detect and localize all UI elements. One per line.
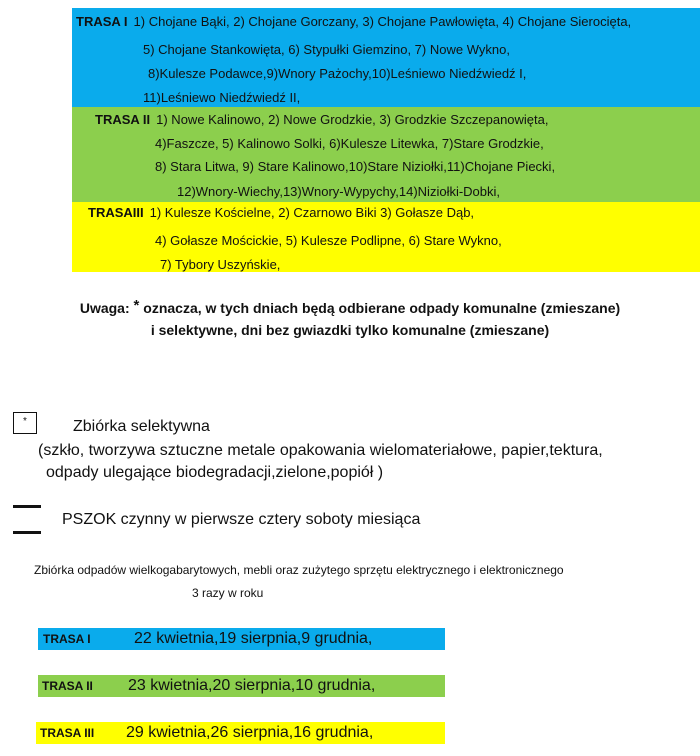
bulky-row-2 (38, 675, 445, 697)
bulky-row-3 (36, 722, 445, 744)
pszok-bar-top (13, 505, 41, 508)
bulky-row-1-label: TRASA I (43, 632, 91, 646)
route-2-line-3: 8) Stara Litwa, 9) Stare Kalinowo,10)Stare Niziołki,11)Chojane Piecki, (155, 159, 556, 174)
route-3-line-3: 7) Tybory Uszyńskie, (160, 257, 281, 272)
selective-legend-box: * (13, 412, 37, 434)
bulky-subtitle: 3 razy w roku (192, 586, 264, 600)
pszok-bar-bottom (13, 531, 41, 534)
route-2-line-4: 12)Wnory-Wiechy,13)Wnory-Wypychy,14)Niziołki-Dobki, (177, 184, 501, 199)
route-2-line-2: 4)Faszcze, 5) Kalinowo Solki, 6)Kulesze Litewka, 7)Stare Grodzkie, (155, 136, 544, 151)
pszok-text: PSZOK czynny w pierwsze cztery soboty miesiąca (62, 511, 421, 528)
bulky-title: Zbiórka odpadów wielkogabarytowych, mebli oraz zużytego sprzętu elektrycznego i elektronicznego (34, 563, 564, 577)
route-3-line-2: 4) Gołasze Mościckie, 5) Kulesze Podlipne, 6) Stare Wykno, (155, 233, 502, 248)
selective-title: Zbiórka selektywna (73, 418, 210, 435)
note-line-1: Uwaga: * oznacza, w tych dniach będą odbierane odpady komunalne (zmieszane) (79, 297, 621, 316)
route-3-label: TRASAIII (88, 205, 144, 220)
bulky-row-1-dates: 22 kwietnia,19 sierpnia,9 grudnia, (134, 630, 373, 647)
bulky-row-2-dates: 23 kwietnia,20 sierpnia,10 grudnia, (128, 677, 376, 694)
route-2-label: TRASA II (95, 112, 151, 127)
selective-desc-2: odpady ulegające biodegradacji,zielone,popiół ) (46, 464, 384, 481)
bulky-row-3-dates: 29 kwietnia,26 sierpnia,16 grudnia, (126, 724, 374, 741)
selective-desc-1: (szkło, tworzywa sztuczne metale opakowania wielomateriałowe, papier,tektura, (38, 442, 603, 459)
note-star: * (133, 297, 140, 314)
route-1-line-3: 8)Kulesze Podawce,9)Wnory Pażochy,10)Leśniewo Niedźwiedź I, (148, 66, 527, 81)
note-line-2: i selektywne, dni bez gwiazdki tylko komunalne (zmieszane) (150, 322, 550, 338)
bulky-row-1 (38, 628, 445, 650)
route-1-line-2: 5) Chojane Stankowięta, 6) Stypułki Giemzino, 7) Nowe Wykno, (143, 42, 510, 57)
route-1-line-4: 11)Leśniewo Niedźwiedź II, (143, 90, 301, 105)
route-1-line-1: TRASA I 1) Chojane Bąki, 2) Chojane Gorczany, 3) Chojane Pawłowięta, 4) Chojane Sierocięta, (76, 14, 632, 29)
route-3-line-1: TRASAIII 1) Kulesze Kościelne, 2) Czarnowo Biki 3) Gołasze Dąb, (88, 205, 475, 220)
bulky-row-3-label: TRASA III (40, 726, 95, 740)
bulky-row-2-label: TRASA II (42, 679, 93, 693)
route-2-line-1: TRASA II 1) Nowe Kalinowo, 2) Nowe Grodzkie, 3) Grodzkie Szczepanowięta, (95, 112, 549, 127)
route-1-label: TRASA I (76, 14, 128, 29)
